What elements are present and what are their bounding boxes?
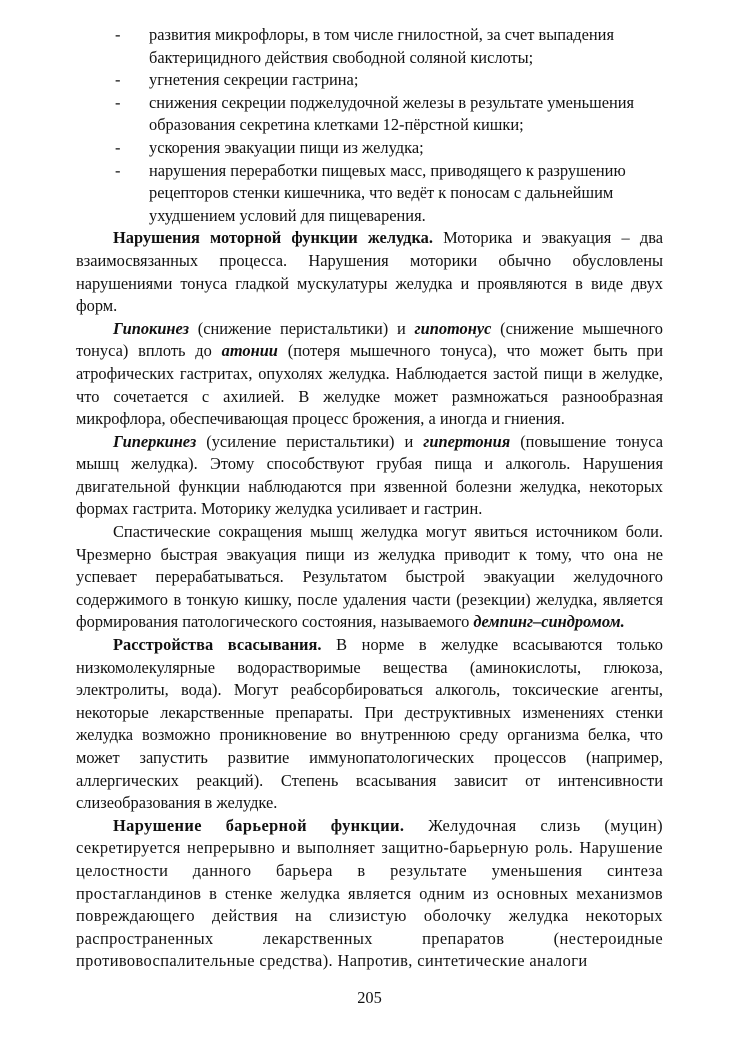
term-atony: атонии [221,341,278,361]
bullet-item [76,24,663,69]
bullet-text: нарушения переработки пищевых масс, приводящего к разрушению рецепторов стенки кишечника, что ведёт к поносам с дальнейшим ухудшением условий для пищеварения. [149,160,626,225]
term-hyperkinesis: Гиперкинез [113,431,197,451]
paragraph-text: (повышение тонуса мышц желудка). Этому способствуют грубая пища и алкоголь. Нарушения двигательной функции наблюдаются при язвенной болезни желудка, некоторых формах гастрита. Моторику желудка усиливает и гастрин. [76,431,663,519]
section-heading-barrier: Нарушение барьерной функции. [113,815,405,835]
term-dumping-syndrome: демпинг–синдромом. [473,612,625,632]
paragraph-text: Желудочная слизь (муцин) секретируется непрерывно и выполняет защитно-барьерную роль. Нарушение целостности данного барьера в результате уменьшения синтеза простагландинов в стенке желудка является одним из основных механизмов повреждающего действия на слизистую оболочку желудка некоторых распространенных лекарственных препаратов (нестероидные противовоспалительные средства). Напротив, синтетические аналоги [76,815,663,971]
paragraph-motor-function [76,227,663,317]
term-hypertonia: гипертония [423,431,511,451]
bullet-item [76,137,663,160]
page-number: 205 [357,988,382,1007]
paragraph-spastic [76,521,663,634]
bullet-marker: - [115,25,121,44]
bullet-marker: - [115,92,121,112]
paragraph-text: Моторика и эвакуация – два взаимосвязанных процесса. Нарушения моторики обычно обусловлены нарушениями тонуса гладкой мускулатуры желудка и проявляются в виде двух форм. [76,228,663,316]
term-hypotonus: гипотонус [414,318,492,338]
paragraph-text: (усиление перистальтики) и [196,431,424,451]
section-heading-motor: Нарушения моторной функции желудка. [113,228,433,248]
bullet-marker: - [115,160,121,180]
bullet-list [76,24,663,227]
paragraph-hypokinesis [76,318,663,431]
paragraph-hyperkinesis [76,431,663,521]
bullet-marker: - [115,137,121,157]
paragraph-barrier [76,815,663,973]
paragraph-text: (потеря мышечного тонуса), что может быть при атрофических гастритах, опухолях желудка. Наблюдается застой пищи в желудке, что сочетается с ахилией. В желудке может размножаться разнообразная микрофлора, обеспечивающая процесс брожения, а иногда и гниения. [76,341,664,429]
bullet-item [76,69,663,92]
paragraph-absorption [76,634,663,815]
section-heading-absorption: Расстройства всасывания. [113,635,322,655]
bullet-text: угнетения секреции гастрина; [149,70,359,90]
paragraph-text: В норме в желудке всасываются только низкомолекулярные водорастворимые вещества (аминокислоты, глюкоза, электролиты, вода). Могут реабсорбироваться алкоголь, токсические агенты, некоторые лекарственные препараты. При деструктивных изменениях стенки желудка возможно проникновение во внутреннюю среду организма белка, что может запустить развитие иммунопатологических процессов (например, аллергических реакций). Степень всасывания зависит от интенсивности слизеобразования в желудке. [76,635,663,813]
bullet-item [76,160,663,228]
bullet-text: развития микрофлоры, в том числе гнилостной, за счет выпадения бактерицидного действия свободной соляной кислоты; [149,25,614,67]
bullet-text: снижения секреции поджелудочной железы в результате уменьшения образования секретина клетками 12-пёрстной кишки; [149,92,635,135]
paragraph-text: (снижение мышечного тонуса) вплоть до [76,318,664,361]
bullet-marker: - [115,70,121,90]
paragraph-text: (снижение перистальтики) и [189,318,415,338]
paragraph-text: Спастические сокращения мышц желудка могут явиться источником боли. Чрезмерно быстрая эвакуация пищи из желудка приводит к тому, что она не успевает перерабатываться. Результатом быстрой эвакуации желудочного содержимого в тонкую кишку, после удаления части (резекции) желудка, является формирования патологического состояния, называемого [76,522,663,632]
bullet-text: ускорения эвакуации пищи из желудка; [149,137,424,157]
term-hypokinesis: Гипокинез [113,318,189,338]
bullet-item [76,92,663,137]
